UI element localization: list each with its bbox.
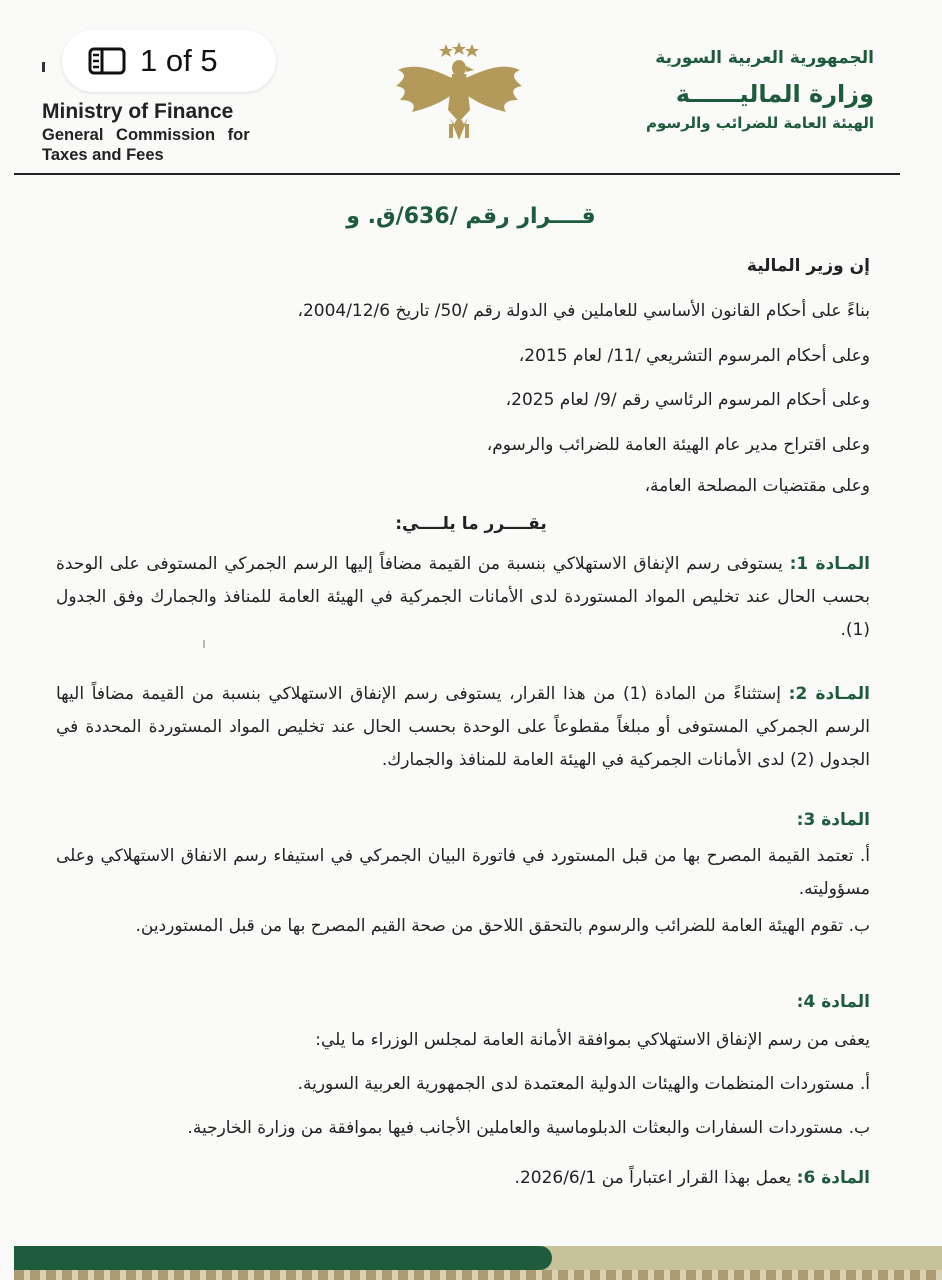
article-1 xyxy=(56,548,870,647)
minister-line: إن وزير المالية xyxy=(746,256,870,276)
preamble-line: وعلى اقتراح مدير عام الهيئة العامة للضرائب والرسوم، xyxy=(486,435,870,455)
page-indicator[interactable] xyxy=(62,30,276,92)
decides-heading: يقــــرر ما يلــــي: xyxy=(395,514,547,534)
eagle-emblem-icon xyxy=(394,40,524,148)
article-3-label: المادة 3: xyxy=(796,810,870,830)
item-marker: ب. xyxy=(848,1118,870,1138)
article-4-item xyxy=(187,1118,870,1138)
article-2 xyxy=(56,678,870,777)
republic-name-ar: الجمهورية العربية السورية xyxy=(655,48,874,68)
commission-name-ar: الهيئة العامة للضرائب والرسوم xyxy=(645,114,874,132)
article-1-label: المـادة 1: xyxy=(789,554,871,574)
article-3-item xyxy=(56,910,870,943)
footer-green-bar xyxy=(14,1246,552,1270)
article-6-label: المادة 6: xyxy=(796,1168,870,1188)
preamble-line: بناءً على أحكام القانون الأساسي للعاملين في الدولة رقم /50/ تاريخ 2004/12/6، xyxy=(297,301,870,321)
item-text: تعتمد القيمة المصرح بها من قبل المستورد في فاتورة البيان الجمركي في استيفاء رسم الانفاق الاستهلاكي وعلى مسؤوليته. xyxy=(56,846,870,899)
page-thumbnails-icon[interactable] xyxy=(88,47,126,75)
letterhead-english xyxy=(42,100,250,165)
preamble-line: وعلى مقتضيات المصلحة العامة، xyxy=(644,476,870,496)
letterhead-arabic xyxy=(646,48,874,132)
preamble-line: وعلى أحكام المرسوم التشريعي /11/ لعام 2015، xyxy=(518,346,870,366)
item-text: مستوردات المنظمات والهيئات الدولية المعتمدة لدى الجمهورية العربية السورية. xyxy=(297,1074,855,1094)
item-text: مستوردات السفارات والبعثات الدبلوماسية والعاملين الأجانب فيها بموافقة من وزارة الخارجية. xyxy=(187,1118,844,1138)
article-4-intro: يعفى من رسم الإنفاق الاستهلاكي بموافقة الأمانة العامة لمجلس الوزراء ما يلي: xyxy=(315,1030,870,1050)
article-6 xyxy=(515,1168,870,1188)
decision-title: قــــرار رقم /636/ق. و xyxy=(346,204,596,229)
article-6-text: يعمل بهذا القرار اعتباراً من 2026/6/1. xyxy=(514,1168,792,1188)
item-text: تقوم الهيئة العامة للضرائب والرسوم بالتحقق اللاحق من صحة القيم المصرح بها من قبل المستوردين. xyxy=(135,916,844,936)
footer-pattern-strip xyxy=(14,1270,942,1280)
page-indicator-text: 1 of 5 xyxy=(140,43,218,78)
article-4-label: المادة 4: xyxy=(796,992,870,1012)
commission-name-en-line2: Taxes and Fees xyxy=(42,146,164,164)
item-marker: أ. xyxy=(859,846,871,866)
article-2-label: المـادة 2: xyxy=(788,684,870,704)
ministry-name-en: Ministry of Finance xyxy=(42,100,234,123)
article-3-item xyxy=(56,840,870,906)
ministry-name-ar: وزارة الماليــــــة xyxy=(675,80,874,108)
article-2-text: إستثناءً من المادة (1) من هذا القرار، يستوفى رسم الإنفاق الاستهلاكي بنسبة من القيمة مضافاً اليها الرسم الجمركي المستوفى أو مبلغاً مقطوعاً على الوحدة بحسب الحال عند تخليص المواد المستوردة المحددة في الجدول (2) لدى الأمانات الجمركية في الهيئة العامة للمنافذ والجمارك. xyxy=(56,684,870,770)
scan-mark xyxy=(203,640,205,648)
item-marker: ب. xyxy=(848,916,870,936)
article-1-text: يستوفى رسم الإنفاق الاستهلاكي بنسبة من القيمة مضافاً إليها الرسم الجمركي المستوفى على الوحدة بحسب الحال عند تخليص المواد المستوردة لدى الأمانات الجمركية في الهيئة العامة للمنافذ والجمارك وفق الجدول (1). xyxy=(56,554,870,640)
scan-mark xyxy=(42,62,45,72)
commission-name-en: General Commission for xyxy=(42,126,250,144)
item-marker: أ. xyxy=(859,1074,870,1094)
header-divider xyxy=(14,173,900,175)
preamble-line: وعلى أحكام المرسوم الرئاسي رقم /9/ لعام 2025، xyxy=(505,390,870,410)
article-4-item xyxy=(298,1074,870,1094)
